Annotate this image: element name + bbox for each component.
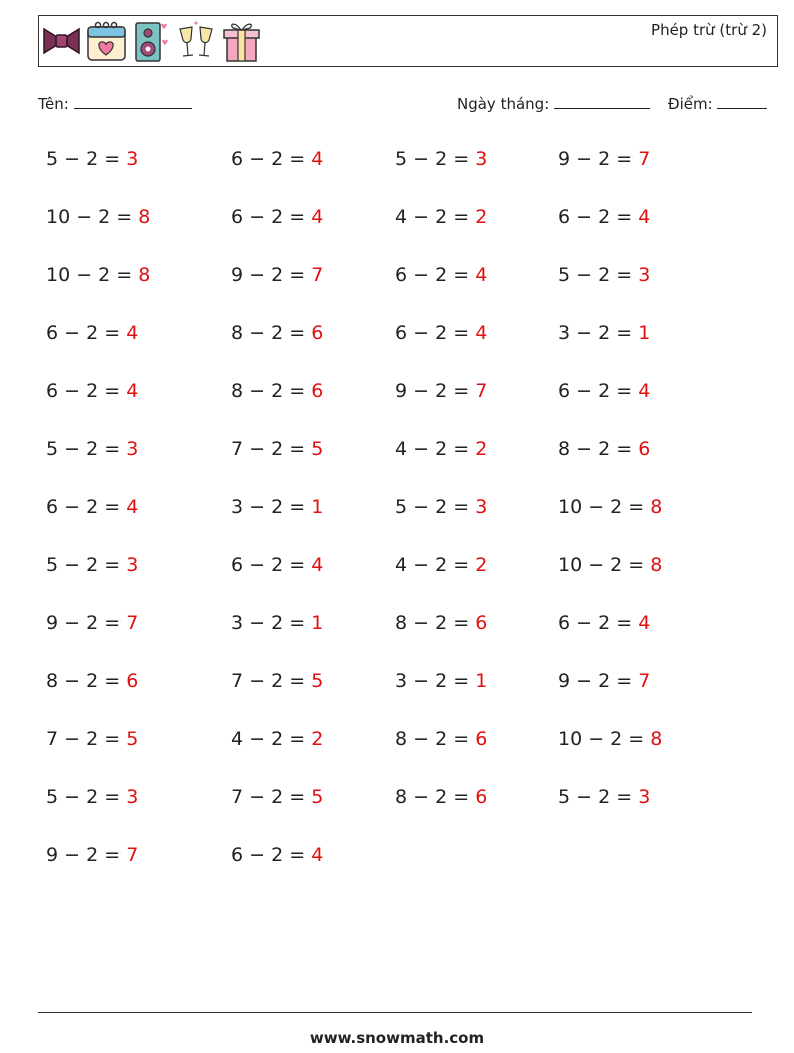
problem-question: 3 − 2 = (231, 496, 312, 518)
problem-question: 9 − 2 = (231, 264, 312, 286)
problem-answer: 8 (138, 206, 151, 228)
problem-answer: 4 (638, 206, 651, 228)
problem-question: 10 − 2 = (46, 206, 139, 228)
problem-item (558, 380, 650, 402)
problem-question: 6 − 2 = (46, 380, 127, 402)
problem-question: 8 − 2 = (231, 380, 312, 402)
problem-item (558, 322, 650, 344)
problem-answer: 1 (475, 670, 488, 692)
problem-item (46, 612, 138, 634)
problem-item (558, 206, 650, 228)
champagne-glasses-icon (176, 19, 217, 63)
problem-question: 9 − 2 = (558, 670, 639, 692)
problem-answer: 4 (311, 148, 324, 170)
problem-question: 3 − 2 = (558, 322, 639, 344)
problem-item (395, 554, 487, 576)
bow-tie-icon (41, 19, 82, 63)
problem-item (395, 438, 487, 460)
problem-item (231, 322, 323, 344)
name-label: Tên: (38, 95, 69, 113)
problem-question: 6 − 2 = (395, 264, 476, 286)
problem-question: 7 − 2 = (231, 786, 312, 808)
problem-item (231, 206, 323, 228)
score-label: Điểm: (668, 95, 713, 113)
problem-question: 9 − 2 = (395, 380, 476, 402)
problem-answer: 5 (311, 670, 324, 692)
problem-answer: 2 (475, 438, 488, 460)
name-line (74, 94, 192, 109)
problem-answer: 7 (638, 670, 651, 692)
problem-answer: 1 (638, 322, 651, 344)
worksheet-title: Phép trừ (trừ 2) (651, 21, 767, 39)
problem-question: 9 − 2 = (558, 148, 639, 170)
problem-question: 6 − 2 = (231, 148, 312, 170)
problem-item (46, 380, 138, 402)
problem-answer: 7 (638, 148, 651, 170)
speaker-icon (131, 19, 172, 63)
calendar-heart-icon (86, 19, 127, 63)
problem-item (46, 438, 138, 460)
problem-item (231, 496, 323, 518)
problem-answer: 8 (650, 728, 663, 750)
problem-answer: 8 (138, 264, 151, 286)
problem-answer: 5 (311, 438, 324, 460)
problem-answer: 4 (126, 380, 139, 402)
problem-question: 6 − 2 = (231, 554, 312, 576)
problem-item (231, 786, 323, 808)
problem-answer: 1 (311, 612, 324, 634)
problem-question: 5 − 2 = (46, 554, 127, 576)
problem-question: 7 − 2 = (46, 728, 127, 750)
problem-answer: 5 (311, 786, 324, 808)
problem-answer: 3 (126, 554, 139, 576)
problem-item (231, 148, 323, 170)
problem-item (46, 148, 138, 170)
problem-question: 5 − 2 = (46, 438, 127, 460)
problem-item (231, 264, 323, 286)
problem-question: 7 − 2 = (231, 670, 312, 692)
problem-item (231, 554, 323, 576)
problem-item (395, 496, 487, 518)
problem-question: 4 − 2 = (395, 206, 476, 228)
problem-answer: 6 (311, 322, 324, 344)
problem-answer: 6 (126, 670, 139, 692)
problem-answer: 2 (475, 554, 488, 576)
problem-item (395, 148, 487, 170)
problem-answer: 4 (638, 612, 651, 634)
gift-box-icon (221, 19, 262, 63)
date-line (554, 94, 650, 109)
problem-question: 3 − 2 = (395, 670, 476, 692)
problem-question: 8 − 2 = (395, 728, 476, 750)
problem-question: 6 − 2 = (231, 206, 312, 228)
problem-item (231, 670, 323, 692)
problem-item (558, 438, 650, 460)
problem-item (558, 612, 650, 634)
header-icons (41, 19, 262, 63)
problem-answer: 3 (126, 148, 139, 170)
problem-answer: 8 (650, 496, 663, 518)
problem-item (231, 438, 323, 460)
problem-question: 6 − 2 = (46, 322, 127, 344)
problem-item (46, 322, 138, 344)
problem-item (231, 844, 323, 866)
problem-item (395, 670, 487, 692)
problem-question: 3 − 2 = (231, 612, 312, 634)
problem-question: 5 − 2 = (46, 786, 127, 808)
problem-answer: 7 (475, 380, 488, 402)
problem-question: 5 − 2 = (46, 148, 127, 170)
problem-question: 9 − 2 = (46, 844, 127, 866)
problem-question: 5 − 2 = (395, 496, 476, 518)
problem-answer: 4 (311, 206, 324, 228)
problem-question: 4 − 2 = (395, 554, 476, 576)
problem-answer: 4 (311, 844, 324, 866)
problem-answer: 6 (638, 438, 651, 460)
problem-question: 5 − 2 = (558, 264, 639, 286)
problem-item (231, 728, 323, 750)
problem-item (558, 554, 662, 576)
problem-question: 6 − 2 = (46, 496, 127, 518)
footer-divider (38, 1012, 752, 1013)
problem-item (46, 554, 138, 576)
problem-question: 10 − 2 = (558, 728, 651, 750)
problem-item (558, 496, 662, 518)
problem-question: 8 − 2 = (231, 322, 312, 344)
score-line (717, 94, 767, 109)
problem-item (395, 728, 487, 750)
problem-answer: 1 (311, 496, 324, 518)
problem-question: 4 − 2 = (395, 438, 476, 460)
problem-question: 6 − 2 = (558, 206, 639, 228)
problem-answer: 2 (475, 206, 488, 228)
problem-item (46, 844, 138, 866)
problem-item (558, 670, 650, 692)
problem-question: 8 − 2 = (558, 438, 639, 460)
problem-question: 5 − 2 = (395, 148, 476, 170)
problem-answer: 3 (475, 148, 488, 170)
problem-item (46, 264, 150, 286)
problem-answer: 4 (126, 496, 139, 518)
problem-item (395, 786, 487, 808)
problem-question: 8 − 2 = (395, 612, 476, 634)
problem-item (46, 786, 138, 808)
problem-answer: 6 (311, 380, 324, 402)
problem-question: 8 − 2 = (395, 786, 476, 808)
problem-answer: 4 (475, 322, 488, 344)
problem-item (558, 148, 650, 170)
problem-answer: 3 (638, 264, 651, 286)
problem-item (395, 322, 487, 344)
problem-question: 9 − 2 = (46, 612, 127, 634)
problem-answer: 5 (126, 728, 139, 750)
date-label: Ngày tháng: (457, 95, 550, 113)
problem-item (395, 612, 487, 634)
problem-answer: 6 (475, 612, 488, 634)
footer-url: www.snowmath.com (309, 1029, 485, 1047)
problem-answer: 4 (475, 264, 488, 286)
problem-question: 4 − 2 = (231, 728, 312, 750)
score-field (668, 94, 767, 113)
problem-answer: 8 (650, 554, 663, 576)
problem-answer: 3 (638, 786, 651, 808)
problem-answer: 6 (475, 728, 488, 750)
problem-answer: 6 (475, 786, 488, 808)
problem-item (395, 380, 487, 402)
problem-question: 8 − 2 = (46, 670, 127, 692)
problem-answer: 3 (475, 496, 488, 518)
problem-item (231, 612, 323, 634)
problem-answer: 2 (311, 728, 324, 750)
problem-question: 6 − 2 = (231, 844, 312, 866)
problem-question: 7 − 2 = (231, 438, 312, 460)
problem-answer: 3 (126, 438, 139, 460)
problem-item (558, 786, 650, 808)
header-box (38, 15, 778, 67)
name-field (38, 94, 192, 113)
problem-item (231, 380, 323, 402)
problem-item (46, 670, 138, 692)
problem-answer: 4 (638, 380, 651, 402)
problem-item (395, 206, 487, 228)
problem-question: 10 − 2 = (558, 554, 651, 576)
date-field (457, 94, 650, 113)
problem-answer: 7 (126, 612, 139, 634)
problem-item (558, 728, 662, 750)
problem-item (558, 264, 650, 286)
problem-answer: 4 (126, 322, 139, 344)
problem-question: 10 − 2 = (558, 496, 651, 518)
problem-question: 5 − 2 = (558, 786, 639, 808)
problem-answer: 3 (126, 786, 139, 808)
problem-answer: 7 (311, 264, 324, 286)
problem-question: 6 − 2 = (558, 380, 639, 402)
problem-question: 6 − 2 = (558, 612, 639, 634)
problem-answer: 7 (126, 844, 139, 866)
problem-answer: 4 (311, 554, 324, 576)
problem-question: 10 − 2 = (46, 264, 139, 286)
problem-item (395, 264, 487, 286)
problem-item (46, 206, 150, 228)
problem-item (46, 496, 138, 518)
problem-question: 6 − 2 = (395, 322, 476, 344)
problem-item (46, 728, 138, 750)
